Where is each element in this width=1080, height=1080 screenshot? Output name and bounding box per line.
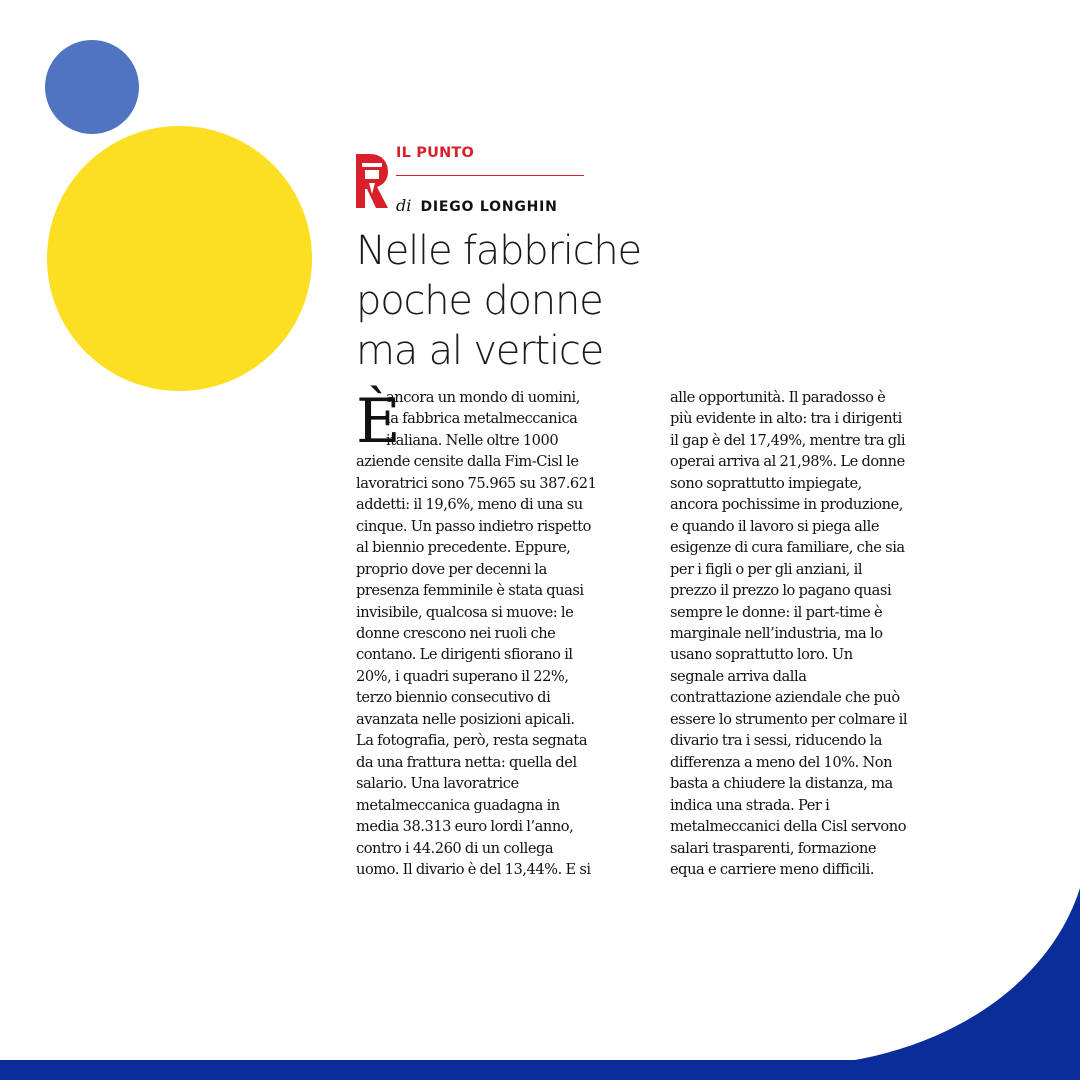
body-line: ancora un mondo di uomini, xyxy=(386,389,580,406)
body-line: basta a chiudere la distanza, ma xyxy=(670,775,893,793)
author-name: DIEGO LONGHIN xyxy=(420,199,558,215)
body-line: proprio dove per decenni la xyxy=(356,560,547,578)
body-line: e quando il lavoro si piega alle xyxy=(670,517,880,535)
body-line: cinque. Un passo indietro rispetto xyxy=(356,517,591,535)
body-column-right xyxy=(670,387,970,880)
body-column-left xyxy=(356,387,656,880)
body-line: presenza femminile è stata quasi xyxy=(356,582,584,600)
body-line: per i figli o per gli anziani, il xyxy=(670,560,863,578)
body-line: alle opportunità. Il paradosso è xyxy=(670,389,886,406)
body-line: esigenze di cura familiare, che sia xyxy=(670,539,905,557)
body-line: marginale nell’industria, ma lo xyxy=(670,624,883,642)
headline-line: Nelle fabbriche xyxy=(356,228,641,274)
body-line: metalmeccanica guadagna in xyxy=(356,796,560,814)
drop-cap: È xyxy=(356,386,401,457)
body-line: più evidente in alto: tra i dirigenti xyxy=(670,410,902,428)
headline-line: ma al vertice xyxy=(356,328,604,374)
body-line: essere lo strumento per colmare il xyxy=(670,710,908,728)
byline xyxy=(396,196,558,215)
body-line: usano soprattutto loro. Un xyxy=(670,646,853,664)
body-line: il gap è del 17,49%, mentre tra gli xyxy=(670,431,906,449)
headline xyxy=(356,226,696,376)
body-line: invisibile, qualcosa si muove: le xyxy=(356,603,574,621)
body-line: al biennio precedente. Eppure, xyxy=(356,539,571,557)
body-line: La fotografia, però, resta segnata xyxy=(356,732,588,750)
body-line: 20%, i quadri superano il 22%, xyxy=(356,667,569,685)
body-line: sono soprattutto impiegate, xyxy=(670,474,862,492)
body-line: uomo. Il divario è del 13,44%. E si xyxy=(356,860,591,878)
byline-prefix: di xyxy=(396,196,412,215)
body-line: la fabbrica metalmeccanica xyxy=(386,410,578,428)
body-line: salario. Una lavoratrice xyxy=(356,775,519,793)
body-line: contro i 44.260 di un collega xyxy=(356,839,554,857)
body-line: da una frattura netta: quella del xyxy=(356,753,577,771)
headline-line: poche donne xyxy=(356,278,603,324)
body-line: equa e carriere meno difficili. xyxy=(670,860,875,878)
body-line: addetti: il 19,6%, meno di una su xyxy=(356,496,583,514)
body-line: segnale arriva dalla xyxy=(670,667,807,685)
body-line: italiana. Nelle oltre 1000 xyxy=(386,431,559,449)
body-line: aziende censite dalla Fim-Cisl le xyxy=(356,453,579,471)
body-line: indica una strada. Per i xyxy=(670,796,830,814)
body-line: sempre le donne: il part-time è xyxy=(670,603,883,621)
body-line: prezzo il prezzo lo pagano quasi xyxy=(670,582,892,600)
body-line: terzo biennio consecutivo di xyxy=(356,689,551,707)
body-line: lavoratrici sono 75.965 su 387.621 xyxy=(356,474,597,492)
kicker-rule xyxy=(396,175,584,176)
body-line: avanzata nelle posizioni apicali. xyxy=(356,710,575,728)
body-line: donne crescono nei ruoli che xyxy=(356,624,556,642)
section-kicker: IL PUNTO xyxy=(396,145,475,161)
repubblica-logo-icon xyxy=(356,154,388,208)
body-line: divario tra i sessi, riducendo la xyxy=(670,732,882,750)
body-line: metalmeccanici della Cisl servono xyxy=(670,818,907,836)
body-line: operai arriva al 21,98%. Le donne xyxy=(670,453,905,471)
body-line: contano. Le dirigenti sfiorano il xyxy=(356,646,573,664)
body-line: salari trasparenti, formazione xyxy=(670,839,877,857)
body-line: media 38.313 euro lordi l’anno, xyxy=(356,818,574,836)
body-line: differenza a meno del 10%. Non xyxy=(670,753,893,771)
body-line: ancora pochissime in produzione, xyxy=(670,496,903,514)
body-line: contrattazione aziendale che può xyxy=(670,689,900,707)
